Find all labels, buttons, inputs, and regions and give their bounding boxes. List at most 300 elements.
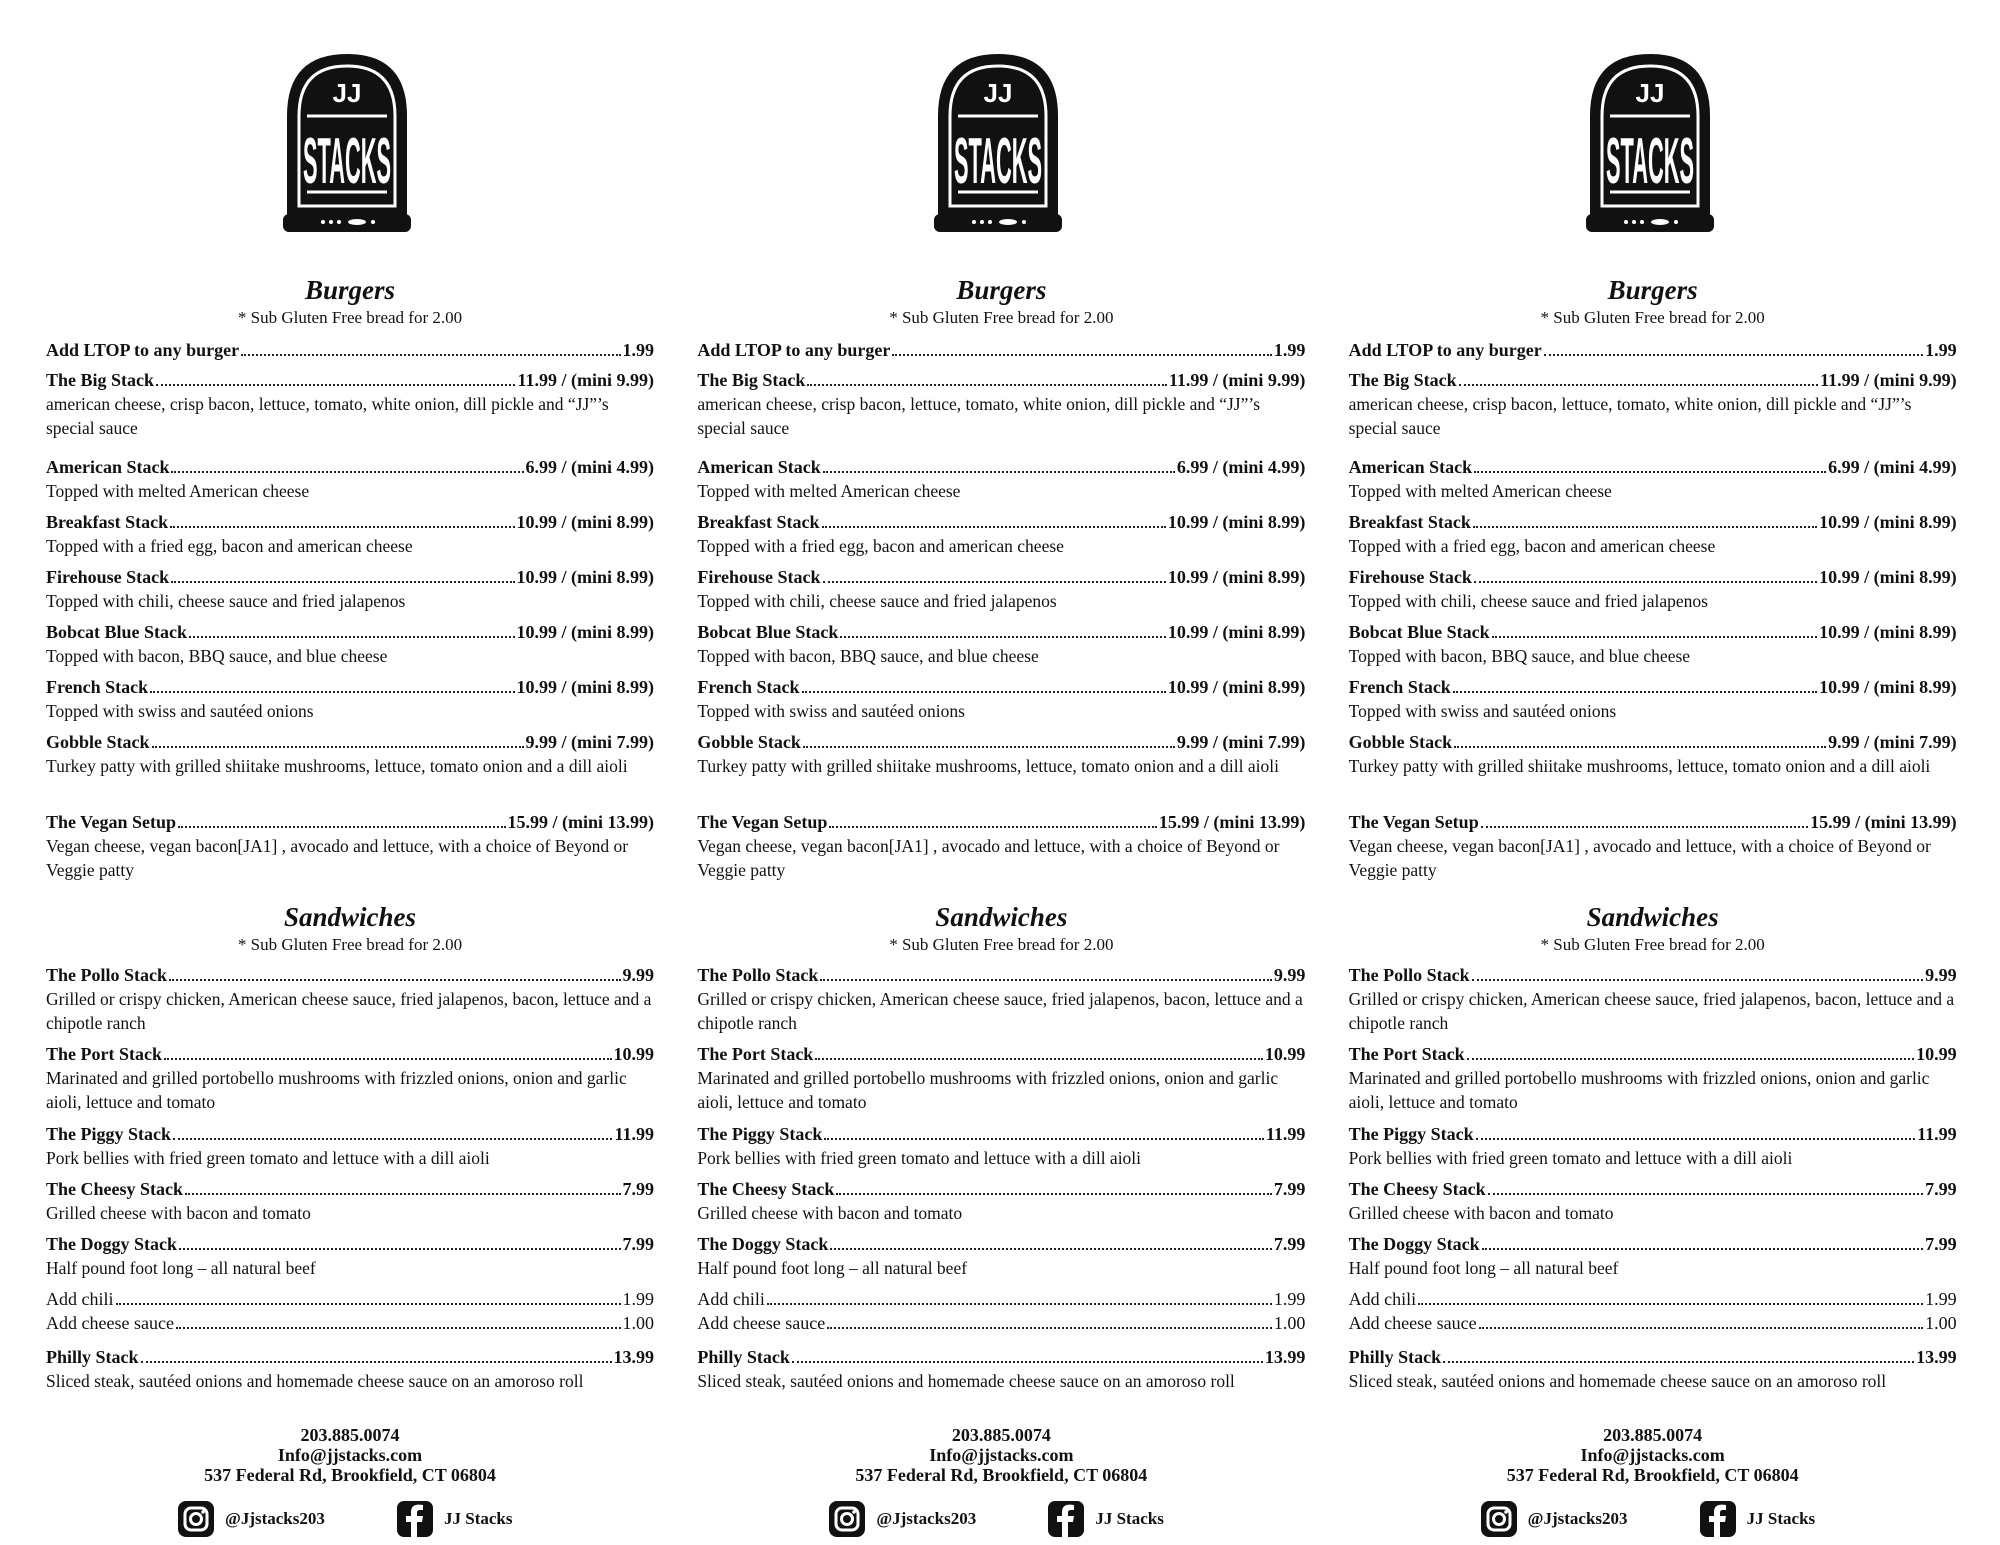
logo-top-text: JJ <box>332 78 362 108</box>
menu-item-name: The Cheesy Stack <box>1348 1179 1486 1199</box>
menu-item-description: Topped with swiss and sautéed onions <box>46 701 314 721</box>
menu-item-description: Vegan cheese, vegan bacon[JA1] , avocado and lettuce, with a choice of Beyond or Veggie patty <box>1348 836 1931 880</box>
contact-address: 537 Federal Rd, Brookfield, CT 06804 <box>204 1465 496 1485</box>
dot-leader <box>802 690 1166 693</box>
dot-leader <box>116 1302 621 1305</box>
contact-phone: 203.885.0074 <box>300 1425 400 1445</box>
menu-item-line <box>46 338 654 362</box>
dot-leader <box>827 1326 1272 1329</box>
menu-item-line <box>1349 1177 1957 1201</box>
menu-item-name: French Stack <box>1348 677 1451 697</box>
menu-item-line <box>697 1345 1305 1369</box>
menu-item-description: Topped with swiss and sautéed onions <box>697 701 965 721</box>
menu-item-price: 11.99 <box>614 1124 654 1144</box>
contact-address: 537 Federal Rd, Brookfield, CT 06804 <box>1506 1465 1799 1485</box>
menu-item-name: Philly Stack <box>46 1347 139 1367</box>
dot-leader <box>830 1247 1271 1250</box>
menu-item-price: 10.99 / (mini 8.99) <box>1819 622 1957 642</box>
facebook-name: JJ Stacks <box>1746 1509 1816 1528</box>
dot-leader <box>241 353 620 356</box>
menu-item-description: Grilled or crispy chicken, American cheese sauce, fried jalapenos, bacon, lettuce and a chipotle ranch <box>46 989 652 1033</box>
dot-leader <box>840 635 1165 638</box>
menu-item-name: American Stack <box>1348 457 1473 477</box>
menu-item-line <box>697 1232 1305 1256</box>
dot-leader <box>170 525 514 528</box>
menu-item-line <box>46 730 654 754</box>
menu-item-name: Add cheese sauce <box>46 1313 174 1333</box>
dot-leader <box>823 470 1175 473</box>
menu-item-name: Breakfast Stack <box>46 512 169 532</box>
menu-item-description: Grilled cheese with bacon and tomato <box>697 1203 963 1223</box>
facebook-link[interactable] <box>1047 1500 1163 1538</box>
menu-item-price: 13.99 <box>1264 1347 1306 1367</box>
menu-item-name: Bobcat Blue Stack <box>46 622 188 642</box>
menu-item-price: 6.99 / (mini 4.99) <box>1828 457 1957 477</box>
instagram-handle: @Jjstacks203 <box>876 1509 977 1528</box>
dot-leader <box>803 745 1175 748</box>
menu-item-price: 10.99 <box>613 1044 654 1064</box>
menu-item-description: Topped with melted American cheese <box>697 481 961 501</box>
menu-item <box>46 1122 654 1170</box>
menu-item-price: 1.99 <box>1925 1289 1957 1309</box>
menu-item-description: Topped with a fried egg, bacon and american cheese <box>1348 536 1716 556</box>
menu-item-description: Topped with melted American cheese <box>46 481 310 501</box>
menu-item-name: Add chili <box>697 1289 765 1309</box>
menu-item-line <box>46 368 654 392</box>
menu-item-price: 15.99 / (mini 13.99) <box>1810 812 1957 832</box>
menu-item-name: Firehouse Stack <box>46 567 170 587</box>
menu-item-description: american cheese, crisp bacon, lettuce, tomato, white onion, dill pickle and “JJ”’s special sauce <box>697 394 1261 438</box>
menu-item <box>1349 565 1957 613</box>
dot-leader <box>1481 825 1808 828</box>
menu-item-price: 7.99 <box>1925 1234 1957 1254</box>
menu-item-line <box>46 565 654 589</box>
menu-item-price: 13.99 <box>613 1347 654 1367</box>
menu-item-line <box>697 963 1305 987</box>
dot-leader <box>1443 1360 1914 1363</box>
logo-icon <box>924 46 1072 246</box>
menu-item-name: Bobcat Blue Stack <box>697 622 839 642</box>
dot-leader <box>792 1360 1263 1363</box>
menu-item-line <box>1349 1042 1957 1066</box>
logo-main-text: STACKS <box>1605 123 1694 197</box>
dot-leader <box>767 1302 1272 1305</box>
menu-item-name: The Vegan Setup <box>46 812 177 832</box>
menu-item-price: 13.99 <box>1916 1347 1957 1367</box>
menu-item-name: French Stack <box>697 677 800 697</box>
menu-item-line <box>46 1311 654 1335</box>
menu-item <box>1349 455 1957 503</box>
dot-leader <box>1476 1137 1915 1140</box>
dot-leader <box>141 1360 612 1363</box>
section-title-burgers: Burgers <box>1607 275 1698 305</box>
menu-item <box>46 963 654 1035</box>
menu-item-line <box>697 338 1305 362</box>
menu-item-line <box>46 1345 654 1369</box>
dot-leader <box>815 1057 1263 1060</box>
menu-item <box>1349 1232 1957 1280</box>
menu-item-name: Bobcat Blue Stack <box>1348 622 1490 642</box>
menu-item-name: Gobble Stack <box>46 732 150 752</box>
menu-item <box>46 455 654 503</box>
social-links <box>46 1500 654 1544</box>
menu-item <box>697 1311 1305 1335</box>
menu-item-name: Add cheese sauce <box>1348 1313 1477 1333</box>
dot-leader <box>1474 470 1826 473</box>
menu-item-line <box>1349 1287 1957 1311</box>
menu-item-line <box>697 1287 1305 1311</box>
facebook-link[interactable] <box>396 1500 512 1538</box>
dot-leader <box>1492 635 1817 638</box>
dot-leader <box>169 978 620 981</box>
instagram-icon <box>1480 1500 1518 1538</box>
menu-item-line <box>697 620 1305 644</box>
menu-item-price: 1.99 <box>1925 340 1957 360</box>
section-title-sandwiches: Sandwiches <box>935 902 1068 932</box>
menu-item-line <box>697 1311 1305 1335</box>
section-note-sandwiches: * Sub Gluten Free bread for 2.00 <box>889 935 1114 954</box>
menu-item-price: 1.00 <box>1273 1313 1306 1333</box>
dot-leader <box>822 525 1166 528</box>
dot-leader <box>173 1137 612 1140</box>
menu-item-price: 10.99 <box>1916 1044 1957 1064</box>
section-note-sandwiches: * Sub Gluten Free bread for 2.00 <box>237 935 463 954</box>
menu-item-line <box>46 1287 654 1311</box>
menu-item-name: The Port Stack <box>46 1044 162 1064</box>
menu-item-price: 10.99 / (mini 8.99) <box>516 622 654 642</box>
section-title-burgers: Burgers <box>304 275 396 305</box>
dot-leader <box>189 635 514 638</box>
contact-phone: 203.885.0074 <box>951 1425 1051 1445</box>
menu-item-line <box>1349 963 1957 987</box>
menu-item-price: 10.99 / (mini 8.99) <box>1167 677 1306 697</box>
menu-item <box>697 1122 1305 1170</box>
menu-item <box>697 510 1305 558</box>
menu-item-name: Add chili <box>1348 1289 1417 1309</box>
menu-item <box>46 1042 654 1114</box>
menu-item-price: 1.99 <box>1273 340 1306 360</box>
facebook-icon <box>396 1500 434 1538</box>
menu-item-line <box>697 1042 1305 1066</box>
menu-item-price: 10.99 / (mini 8.99) <box>516 512 654 532</box>
menu-item-description: Turkey patty with grilled shiitake mushrooms, lettuce, tomato onion and a dill aioli <box>46 756 628 776</box>
menu-item-name: Philly Stack <box>697 1347 790 1367</box>
instagram-icon <box>828 1500 866 1538</box>
menu-item-name: The Big Stack <box>1348 370 1457 390</box>
menu-item-name: The Big Stack <box>46 370 155 390</box>
instagram-link[interactable] <box>1480 1500 1628 1538</box>
menu-item-line <box>697 730 1305 754</box>
menu-item-price: 15.99 / (mini 13.99) <box>1158 812 1306 832</box>
dot-leader <box>1474 580 1817 583</box>
menu-item-line <box>697 368 1305 392</box>
menu-item-description: Topped with a fried egg, bacon and american cheese <box>697 536 1064 556</box>
menu-item-description: Pork bellies with fried green tomato and lettuce with a dill aioli <box>1348 1148 1793 1168</box>
instagram-link[interactable] <box>828 1500 976 1538</box>
menu-item-price: 10.99 / (mini 8.99) <box>1819 512 1957 532</box>
section-note-burgers: * Sub Gluten Free bread for 2.00 <box>237 308 463 327</box>
menu-item-description: Sliced steak, sautéed onions and homemade cheese sauce on an amoroso roll <box>46 1371 584 1391</box>
menu-item-description: Topped with melted American cheese <box>1348 481 1612 501</box>
menu-item <box>46 1311 654 1335</box>
menu-item <box>697 620 1305 668</box>
social-links <box>697 1500 1305 1544</box>
menu-item-line <box>46 1177 654 1201</box>
menu-item-name: The Doggy Stack <box>1348 1234 1480 1254</box>
contact-address: 537 Federal Rd, Brookfield, CT 06804 <box>855 1465 1148 1485</box>
menu-item <box>697 1042 1305 1114</box>
section-title-sandwiches: Sandwiches <box>283 902 417 932</box>
menu-item <box>46 1345 654 1393</box>
dot-leader <box>820 978 1271 981</box>
menu-item <box>46 338 654 362</box>
menu-item-description: american cheese, crisp bacon, lettuce, tomato, white onion, dill pickle and “JJ”’s special sauce <box>46 394 609 438</box>
menu-item-price: 11.99 / (mini 9.99) <box>1168 370 1306 390</box>
dot-leader <box>171 470 523 473</box>
jj-stacks-logo <box>273 46 421 246</box>
menu-item-price: 7.99 <box>1925 1179 1957 1199</box>
menu-item-line <box>46 455 654 479</box>
menu-item-name: The Cheesy Stack <box>697 1179 835 1199</box>
menu-item-price: 6.99 / (mini 4.99) <box>1176 457 1306 477</box>
menu-item-name: The Piggy Stack <box>697 1124 823 1144</box>
menu-item-description: Half pound foot long – all natural beef <box>697 1258 968 1278</box>
menu-item-description: Marinated and grilled portobello mushrooms with frizzled onions, onion and garlic aioli, lettuce and tomato <box>46 1068 627 1112</box>
menu-item-name: The Big Stack <box>697 370 806 390</box>
menu-item-name: The Pollo Stack <box>697 965 819 985</box>
dot-leader <box>1459 383 1818 386</box>
menu-item-line <box>697 455 1305 479</box>
menu-item <box>1349 338 1957 362</box>
menu-item-price: 10.99 <box>1264 1044 1306 1064</box>
logo-icon <box>1576 46 1724 246</box>
dot-leader <box>892 353 1271 356</box>
menu-item <box>697 1177 1305 1225</box>
menu-item-price: 10.99 / (mini 8.99) <box>516 677 654 697</box>
dot-leader <box>1453 690 1817 693</box>
menu-item-price: 10.99 / (mini 8.99) <box>1819 677 1957 697</box>
menu-item <box>697 338 1305 362</box>
menu-item-description: Topped with bacon, BBQ sauce, and blue cheese <box>46 646 388 666</box>
menu-item-description: Grilled or crispy chicken, American cheese sauce, fried jalapenos, bacon, lettuce and a chipotle ranch <box>1348 989 1955 1033</box>
menu-item-price: 11.99 <box>1917 1124 1957 1144</box>
menu-item-price: 10.99 / (mini 8.99) <box>1819 567 1957 587</box>
menu-item-name: The Piggy Stack <box>1348 1124 1474 1144</box>
menu-item <box>46 810 654 882</box>
menu-item-name: Gobble Stack <box>1348 732 1453 752</box>
dot-leader <box>1454 745 1826 748</box>
dot-leader <box>164 1057 612 1060</box>
menu-item-description: Pork bellies with fried green tomato and lettuce with a dill aioli <box>697 1148 1142 1168</box>
dot-leader <box>176 1326 621 1329</box>
menu-item <box>46 620 654 668</box>
menu-item-line <box>1349 455 1957 479</box>
logo-top-text: JJ <box>983 78 1013 108</box>
menu-item-price: 9.99 / (mini 7.99) <box>1828 732 1957 752</box>
dot-leader <box>185 1192 620 1195</box>
instagram-icon <box>177 1500 215 1538</box>
instagram-link[interactable] <box>177 1500 325 1538</box>
menu-item-price: 6.99 / (mini 4.99) <box>525 457 654 477</box>
instagram-handle: @Jjstacks203 <box>1527 1509 1628 1528</box>
menu-item <box>697 810 1305 882</box>
menu-item-line <box>46 675 654 699</box>
menu-item-name: The Pollo Stack <box>1348 965 1470 985</box>
jj-stacks-logo <box>924 46 1072 246</box>
menu-item <box>1349 1311 1957 1335</box>
menu-item-description: Turkey patty with grilled shiitake mushrooms, lettuce, tomato onion and a dill aioli <box>697 756 1279 776</box>
menu-item-price: 7.99 <box>622 1179 654 1199</box>
menu-item-name: Philly Stack <box>1348 1347 1442 1367</box>
menu-item-description: Vegan cheese, vegan bacon[JA1] , avocado and lettuce, with a choice of Beyond or Veggie patty <box>46 836 629 880</box>
section-note-sandwiches: * Sub Gluten Free bread for 2.00 <box>1540 935 1765 954</box>
menu-item-line <box>46 810 654 834</box>
menu-item-description: Topped with chili, cheese sauce and fried jalapenos <box>46 591 406 611</box>
menu-item-line <box>697 1177 1305 1201</box>
menu-item-description: Topped with chili, cheese sauce and fried jalapenos <box>1348 591 1708 611</box>
dot-leader <box>1472 978 1923 981</box>
menu-item-line <box>1349 620 1957 644</box>
dot-leader <box>829 825 1156 828</box>
dot-leader <box>152 745 524 748</box>
jj-stacks-logo <box>1576 46 1724 246</box>
menu-item-description: Pork bellies with fried green tomato and lettuce with a dill aioli <box>46 1148 490 1168</box>
contact-block <box>46 1425 654 1485</box>
contact-block <box>1349 1425 1957 1485</box>
dot-leader <box>1482 1247 1923 1250</box>
dot-leader <box>836 1192 1271 1195</box>
menu-item-description: american cheese, crisp bacon, lettuce, tomato, white onion, dill pickle and “JJ”’s special sauce <box>1348 394 1912 438</box>
logo-icon <box>273 46 421 246</box>
dot-leader <box>156 383 515 386</box>
menu-item-name: The Vegan Setup <box>697 812 828 832</box>
menu-item-description: Grilled cheese with bacon and tomato <box>1348 1203 1614 1223</box>
menu-item-price: 9.99 <box>1925 965 1957 985</box>
menu-item-line <box>46 1122 654 1146</box>
menu-item-description: Grilled or crispy chicken, American cheese sauce, fried jalapenos, bacon, lettuce and a chipotle ranch <box>697 989 1303 1033</box>
menu-item <box>1349 675 1957 723</box>
contact-phone: 203.885.0074 <box>1603 1425 1703 1445</box>
menu-column <box>46 0 697 1545</box>
menu-item <box>697 1232 1305 1280</box>
menu-item-price: 10.99 / (mini 8.99) <box>1167 622 1306 642</box>
menu-item <box>697 368 1305 440</box>
facebook-icon <box>1047 1500 1085 1538</box>
menu-item-price: 9.99 / (mini 7.99) <box>1176 732 1306 752</box>
menu-item-description: Topped with swiss and sautéed onions <box>1348 701 1617 721</box>
menu-item-price: 9.99 / (mini 7.99) <box>525 732 654 752</box>
menu-item-description: Topped with bacon, BBQ sauce, and blue cheese <box>697 646 1039 666</box>
menu-item-line <box>46 620 654 644</box>
menu-item <box>1349 963 1957 1035</box>
facebook-name: JJ Stacks <box>1095 1509 1164 1528</box>
menu-item-description: Half pound foot long – all natural beef <box>46 1258 316 1278</box>
menu-item-line <box>1349 1345 1957 1369</box>
menu-item-name: Firehouse Stack <box>1348 567 1472 587</box>
menu-item <box>46 675 654 723</box>
menu-item <box>1349 510 1957 558</box>
menu-item-name: Breakfast Stack <box>1348 512 1471 532</box>
menu-item-price: 7.99 <box>1273 1234 1306 1254</box>
menu-item <box>697 1287 1305 1311</box>
menu-item-description: Topped with chili, cheese sauce and fried jalapenos <box>697 591 1057 611</box>
menu-item-name: The Cheesy Stack <box>46 1179 184 1199</box>
dot-leader <box>178 825 505 828</box>
dot-leader <box>823 580 1166 583</box>
menu-item <box>1349 810 1957 882</box>
menu-item-line <box>1349 368 1957 392</box>
menu-item-name: Add LTOP to any burger <box>697 340 891 360</box>
menu-item <box>1349 1042 1957 1114</box>
dot-leader <box>150 690 514 693</box>
dot-leader <box>1488 1192 1923 1195</box>
menu-item-line <box>697 810 1305 834</box>
menu-item-line <box>697 1122 1305 1146</box>
menu-item-name: The Doggy Stack <box>697 1234 829 1254</box>
logo-main-text: STACKS <box>303 123 391 197</box>
menu-item-line <box>46 1042 654 1066</box>
menu-item <box>46 1232 654 1280</box>
dot-leader <box>807 383 1166 386</box>
menu-item <box>46 1287 654 1311</box>
menu-item-name: Gobble Stack <box>697 732 801 752</box>
menu-item-name: Add cheese sauce <box>697 1313 826 1333</box>
logo-main-text: STACKS <box>954 123 1043 197</box>
menu-item-price: 11.99 / (mini 9.99) <box>1820 370 1957 390</box>
dot-leader <box>1467 1057 1915 1060</box>
menu-item <box>1349 1345 1957 1393</box>
menu-item-name: American Stack <box>46 457 170 477</box>
menu-item-name: The Piggy Stack <box>46 1124 172 1144</box>
menu-item-line <box>1349 338 1957 362</box>
section-title-sandwiches: Sandwiches <box>1586 902 1719 932</box>
menu-item-line <box>1349 1311 1957 1335</box>
menu-item <box>46 1177 654 1225</box>
section-note-burgers: * Sub Gluten Free bread for 2.00 <box>889 308 1114 327</box>
menu-item-line <box>1349 1122 1957 1146</box>
menu-item-price: 10.99 / (mini 8.99) <box>1167 567 1306 587</box>
menu-item-line <box>46 963 654 987</box>
menu-item-name: Firehouse Stack <box>697 567 821 587</box>
menu-item <box>1349 1287 1957 1311</box>
facebook-name: JJ Stacks <box>444 1509 513 1528</box>
menu-column <box>1349 0 2000 1545</box>
menu-item-price: 1.99 <box>622 1289 654 1309</box>
menu-item-description: Sliced steak, sautéed onions and homemade cheese sauce on an amoroso roll <box>697 1371 1235 1391</box>
menu-item-price: 7.99 <box>622 1234 654 1254</box>
menu-item-name: French Stack <box>46 677 149 697</box>
menu-item-description: Grilled cheese with bacon and tomato <box>46 1203 311 1223</box>
menu-item-description: Vegan cheese, vegan bacon[JA1] , avocado and lettuce, with a choice of Beyond or Veggie patty <box>697 836 1280 880</box>
dot-leader <box>1418 1302 1923 1305</box>
menu-item-name: The Vegan Setup <box>1348 812 1479 832</box>
menu-item <box>697 565 1305 613</box>
contact-email: Info@jjstacks.com <box>1580 1445 1725 1465</box>
menu-item-name: Add chili <box>46 1289 114 1309</box>
logo-top-text: JJ <box>1635 78 1665 108</box>
menu-item-price: 1.99 <box>1273 1289 1306 1309</box>
section-note-burgers: * Sub Gluten Free bread for 2.00 <box>1540 308 1765 327</box>
dot-leader <box>179 1247 620 1250</box>
menu-item <box>697 963 1305 1035</box>
menu-item-price: 1.00 <box>1925 1313 1957 1333</box>
facebook-link[interactable] <box>1699 1500 1815 1538</box>
dot-leader <box>171 580 514 583</box>
menu-item-name: Breakfast Stack <box>697 512 820 532</box>
menu-item <box>1349 1177 1957 1225</box>
menu-item-line <box>697 510 1305 534</box>
menu-item <box>46 730 654 778</box>
